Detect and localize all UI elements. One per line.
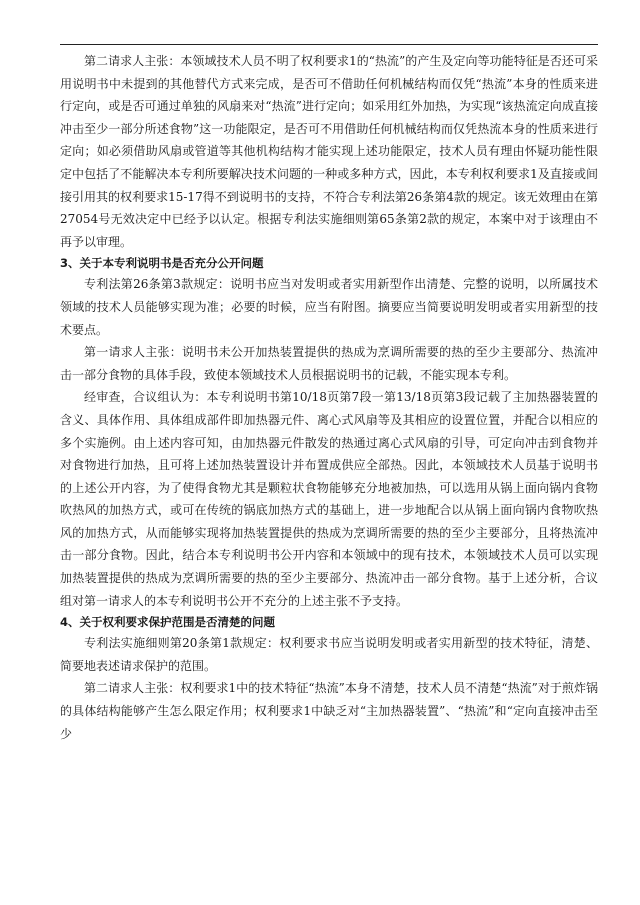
section-heading-claim-clarity: 4、关于权利要求保护范围是否清楚的问题 [60,615,275,630]
paragraph-rule-20-1: 专利法实施细则第20条第1款规定：权利要求书应当说明发明或者实用新型的技术特征，清楚、简要地表述请求保护的范围。 [60,636,598,673]
header-rule [60,44,598,45]
section-heading-disclosure: 3、关于本专利说明书是否充分公开问题 [60,256,264,271]
paragraph-second-requester-claim: 第二请求人主张：本领域技术人员不明了权利要求1的“热流”的产生及定向等功能特征是否还可采用说明书中未提到的其他替代方式来完成，是否可不借助任何机械结构而仅凭“热流”本身的性质来进行定向，或是否可通过单独的风扇来对“热流”进行定向；如采用红外加热，为实现“该热流定向成直接冲击至少一部分所述食物”这一功能限定，是否可不用借助任何机械结构而仅凭热流本身的性质来进行定向；如必须借助风扇或管道等其他机构结构才能实现上述功能限定，技术人员有理由怀疑功能性限定中包括了不能解决本专利所要解决技术问题的一种或多种方式，因此，本专利权利要求1及直接或间接引用其的权利要求15-17得不到说明书的支持，不符合专利法第26条第4款的规定。该无效理由在第27054号无效决定中已经予以认定。根据专利法实施细则第65条第2款的规定，本案中对于该理由不再予以审理。 [60,54,598,249]
paragraph-second-requester-heat-flow: 第二请求人主张：权利要求1中的技术特征“热流”本身不清楚，技术人员不清楚“热流”对于煎炸锅的具体结构能够产生怎么限定作用；权利要求1中缺乏对“主加热器装置”、“热流”和“定向直接冲击至少 [60,681,598,741]
paragraph-panel-review: 经审查，合议组认为：本专利说明书第10/18页第7段一第13/18页第3段记载了主加热器装置的含义、具体作用、具体组成部件即加热器元件、离心式风扇等及其相应的设置位置，并配合以相应的多个实施例。由上述内容可知，由加热器元件散发的热通过离心式风扇的引导，可定向冲击到食物并对食物进行加热，且可将上述加热装置设计并布置成供应全部热。因此，本领域技术人员基于说明书的上述公开内容，为了使得食物尤其是颗粒状食物能够充分地被加热，可以选用从锅上面向锅内食物吹热风的加热方式，或可在传统的锅底加热方式的基础上，进一步地配合以从锅上面向锅内食物吹热风的加热方式，从而能够实现将加热装置提供的热成为烹调所需要的热的至少主要部分，且将热流冲击一部分食物。因此，结合本专利说明书公开内容和本领域中的现有技术，本领域技术人员可以实现加热装置提供的热成为烹调所需要的热的至少主要部分、热流冲击一部分食物。基于上述分析，合议组对第一请求人的本专利说明书公开不充分的上述主张不予支持。 [60,390,598,608]
paragraph-first-requester-claim: 第一请求人主张：说明书未公开加热装置提供的热成为烹调所需要的热的至少主要部分、热流冲击一部分食物的具体手段，致使本领域技术人员根据说明书的记载，不能实现本专利。 [60,345,598,382]
paragraph-patent-law-26-3: 专利法第26条第3款规定：说明书应当对发明或者实用新型作出清楚、完整的说明，以所属技术领域的技术人员能够实现为准；必要的时候，应当有附图。摘要应当简要说明发明或者实用新型的技术要点。 [60,277,598,337]
document-body [60,50,598,745]
